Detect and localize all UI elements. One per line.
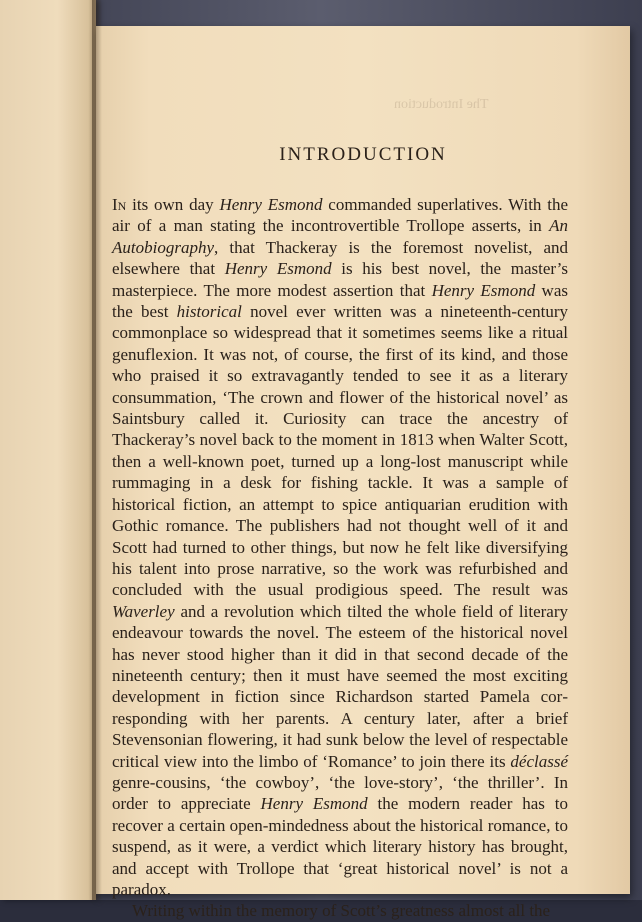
- italic-title: déclassé: [510, 751, 568, 771]
- text-run: the modern reader has to recover a certain open-mindedness about the historical romance, to suspend, as it were, a verdict which literary history has brought, and accept with Trollope that ‘great historical novel’ is not a paradox.: [112, 794, 568, 899]
- initial-letter: I: [112, 195, 118, 214]
- spine-shadow: [92, 0, 102, 900]
- bleed-through-text: The Introduction: [394, 97, 489, 112]
- page-title: INTRODUCTION: [279, 144, 447, 165]
- paragraph-2: Writing within the memory of Scott’s greatness almost all the: [132, 901, 551, 921]
- text-run: is his best novel, the master’s masterpiece. The more modest assertion that: [112, 259, 569, 300]
- text-run: , that Thackeray is the foremost novelist, and elsewhere that: [112, 237, 568, 279]
- text-run: its own day: [126, 195, 220, 214]
- italic-title: An Autobiography: [112, 216, 568, 257]
- book-page: [96, 26, 630, 921]
- small-caps-text: n: [117, 195, 127, 214]
- text-run: genre-cousins, ‘the cowboy’, ‘the love-story’, ‘the thriller’. In order to appreciate: [112, 772, 568, 814]
- left-page-edge: [0, 0, 96, 900]
- paragraph-1: [112, 194, 568, 900]
- italic-title: Henry Esmond: [260, 794, 368, 814]
- text-run: commanded superlatives. With the air of a man stating the incontrovertible Trollope asserts, in: [112, 195, 568, 236]
- text-run: was the best: [112, 280, 568, 322]
- italic-title: Waverley: [112, 601, 175, 621]
- italic-title: historical: [176, 302, 242, 322]
- italic-title: Henry Esmond: [224, 259, 332, 279]
- italic-title: Henry Esmond: [431, 280, 536, 300]
- italic-title: Henry Esmond: [219, 195, 323, 214]
- text-run: novel ever written was a nineteenth-century commonplace so widespread that it sometimes seems like a ritual genuflexion. It was not, of course, the first of its kind, and those who praised it so extravagantly tended to see it as a literary consummation, ‘The crown and flower of the historical novel’ as Saintsbury called it. Curiosity can trace the ancestry of Thackeray’s novel back to the moment in 1813 when Walter Scott, then a well-known poet, turned up a long-lost manuscript while rummaging in a desk for fishing tackle. It was a sample of historical fiction, an attempt to spice antiquarian erudition with Gothic romance. The publishers had not thought well of it and Scott had turned to other things, but now he felt like diversifying his talent into prose narrative, so the work was refurbished and concluded with the usual prodigious speed. The result was: [112, 302, 568, 600]
- text-run: and a revolution which tilted the whole field of literary endeavour towards the novel. The esteem of the historical novel has never stood higher than it did in that second decade of the nineteenth century; then it must have seemed the most exciting development in fiction since Richardson started Pamela corresponding with her parents. A century later, after a brief Stevensonian flowering, it had sunk below the level of respectable critical view into the limbo of ‘Romance’ to join there its: [112, 601, 568, 771]
- body-text: [112, 194, 568, 922]
